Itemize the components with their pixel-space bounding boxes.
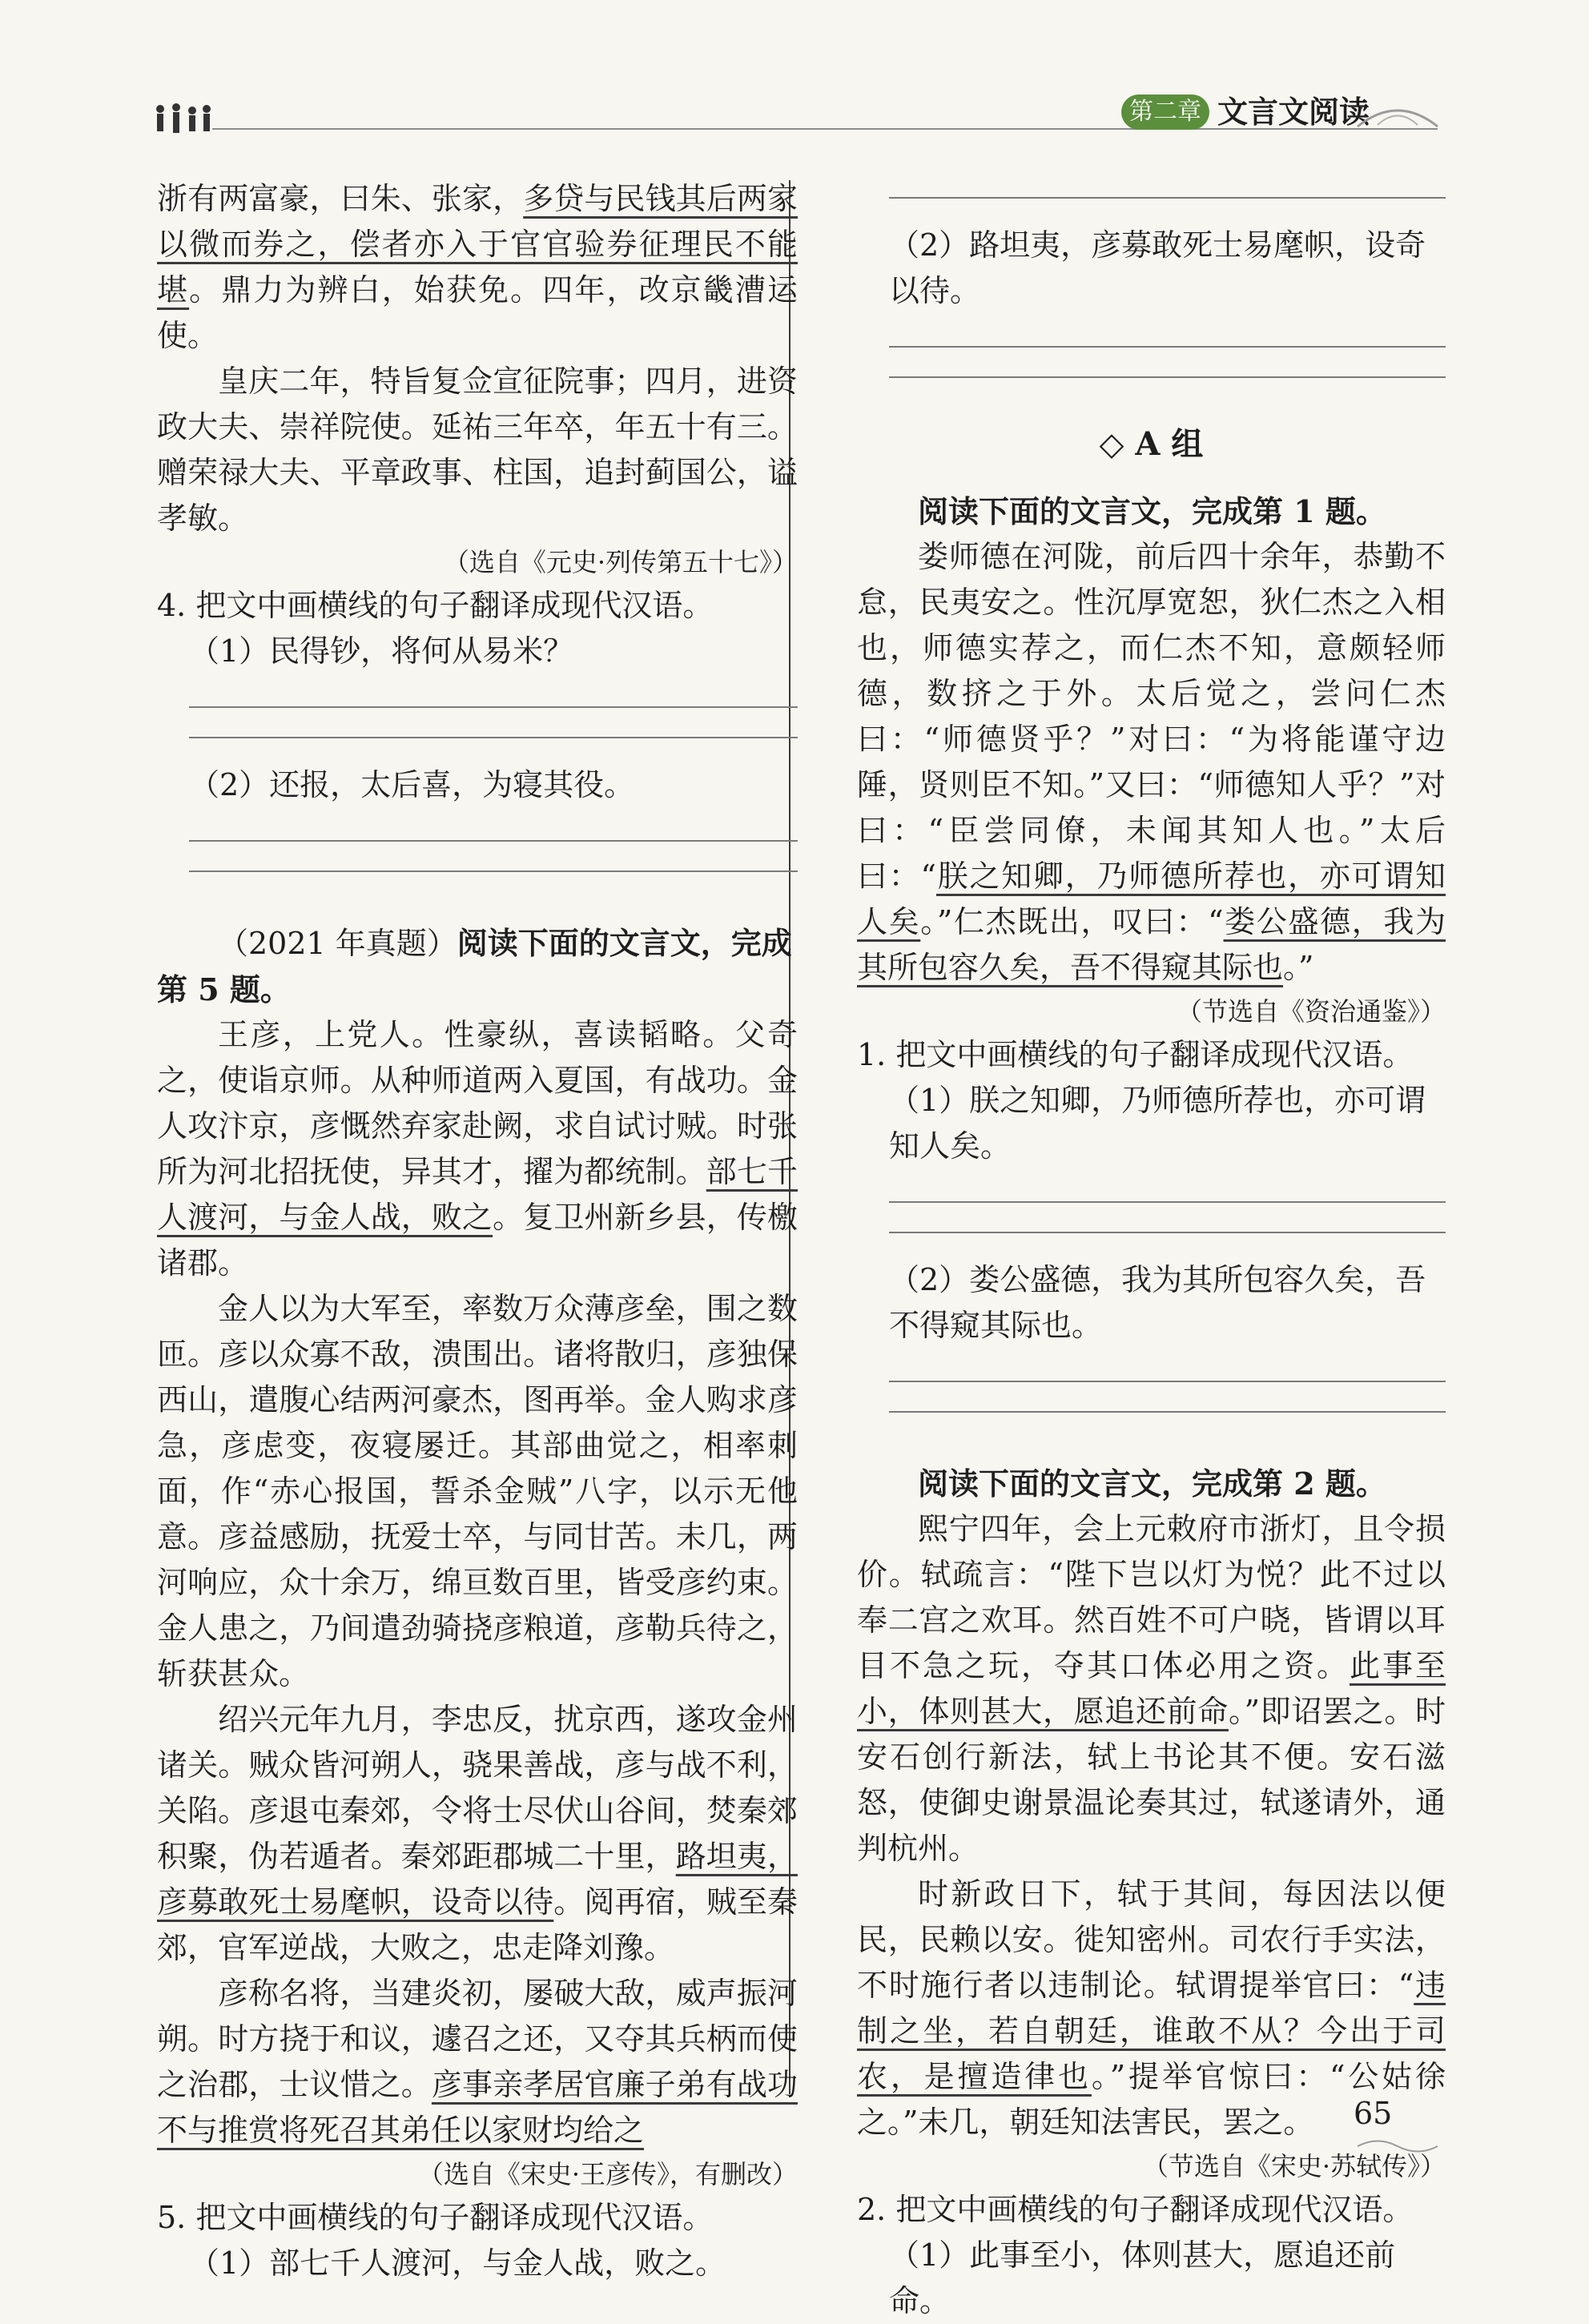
answer-line[interactable]: [889, 346, 1446, 348]
question-1-2: （2）娄公盛德，我为其所包容久矣，吾不得窥其际也。: [889, 1262, 1426, 1343]
passage-paragraph: 浙有两富豪，曰朱、张家，多贷与民钱其后两家以微而券之，偿者亦入于官官验券征理民不能堪。鼎力为辨白，始获免。四年，改京畿漕运使。: [157, 181, 798, 353]
source-citation: （节选自《资治通鉴》）: [1176, 996, 1446, 1027]
group-title: ◇ A 组: [1099, 425, 1204, 463]
source-citation: （选自《宋史·王彦传》，有删改）: [417, 2159, 798, 2189]
source-citation: （选自《元史·列传第五十七》）: [443, 547, 798, 577]
answer-line[interactable]: [189, 737, 798, 738]
underlined-sentence: 违制之坐，若自朝廷，谁敢不从？今出于司农，是擅造律也: [857, 1968, 1446, 2094]
answer-line[interactable]: [189, 840, 798, 842]
underlined-sentence: 此事至小，体则甚大，愿追还前命: [857, 1648, 1446, 1729]
question-4-1: （1）民得钞，将何从易米？: [189, 633, 574, 669]
question-2-1: （1）此事至小，体则甚大，愿追还前命。: [889, 2238, 1396, 2318]
underlined-sentence: 娄公盛德，我为其所包容久矣，吾不得窥其际也: [857, 904, 1446, 985]
section-heading: 阅读下面的文言文，完成第 2 题。: [918, 1466, 1386, 1502]
question-4: 4. 把文中画横线的句子翻译成现代汉语。: [157, 588, 714, 623]
answer-line[interactable]: [889, 197, 1446, 199]
underlined-sentence: 部七千人渡河，与金人战，败之: [157, 1154, 798, 1235]
underlined-sentence: 路坦夷，彦募敢死士易麾帜，设奇以待: [157, 1839, 798, 1920]
chapter-badge: 第二章: [1121, 94, 1209, 130]
answer-line[interactable]: [889, 1381, 1446, 1382]
answer-lines: [157, 706, 798, 738]
left-column: [157, 176, 798, 2286]
page-header: [0, 0, 1589, 160]
question-4-2: （2）还报，太后喜，为寝其役。: [189, 767, 635, 802]
answer-line[interactable]: [889, 1232, 1446, 1233]
answer-line[interactable]: [889, 376, 1446, 378]
leaf-ornament-icon: [1354, 94, 1442, 135]
answer-line[interactable]: [189, 706, 798, 708]
passage-paragraph: 王彦，上党人。性豪纵，喜读韬略。父奇之，使诣京师。从种师道两入夏国，有战功。金人攻汴京，彦慨然弃家赴阙，求自试讨贼。时张所为河北招抚使，异其才，擢为都统制。部七千人渡河，与金人战，败之。复卫州新乡县，传檄诸郡。: [157, 1017, 798, 1281]
underlined-sentence: 朕之知卿，乃师德所荐也，亦可谓知人矣: [857, 858, 1446, 939]
passage-paragraph: 皇庆二年，特旨复佥宣征院事；四月，进资政大夫、崇祥院使。延祐三年卒，年五十有三。赠荣禄大夫、平章政事、柱国，追封蓟国公，谥孝敏。: [157, 364, 798, 536]
page-number: 65: [1354, 2096, 1393, 2131]
section-heading: （2021 年真题）阅读下面的文言文，完成第 5 题。: [157, 925, 792, 1007]
underlined-sentence: 多贷与民钱其后两家以微而券之，偿者亦入于官官验券征理民不能堪: [157, 181, 798, 308]
section-heading: 阅读下面的文言文，完成第 1 题。: [918, 493, 1386, 529]
question-5-1: （1）部七千人渡河，与金人战，败之。: [189, 2246, 726, 2281]
passage-paragraph: 金人以为大军至，率数万众薄彦垒，围之数匝。彦以众寡不敌，溃围出。诸将散归，彦独保西山，遣腹心结两河豪杰，图再举。金人购求彦急，彦虑变，夜寝屡迁。其部曲觉之，相率刺面，作“赤心报国，誓杀金贼”八字，以示无他意。彦益感励，抚爱士卒，与同甘苦。未几，两河响应，众十余万，绵亘数百里，皆受彦约束。金人患之，乃间遣劲骑挠彦粮道，彦勒兵待之，斩获甚众。: [157, 1291, 798, 1691]
passage-paragraph: 娄师德在河陇，前后四十余年，恭勤不怠，民夷安之。性沉厚宽恕，狄仁杰之入相也，师德实荐之，而仁杰不知，意颇轻师德，数挤之于外。太后觉之，尝问仁杰曰：“师德贤乎？”对曰：“为将能谨守边陲，贤则臣不知。”又曰：“师德知人乎？”对曰：“臣尝同僚，未闻其知人也。”太后曰：“朕之知卿，乃师德所荐也，亦可谓知人矣。”仁杰既出，叹曰：“娄公盛德，我为其所包容久矣，吾不得窥其际也。”: [857, 539, 1446, 985]
answer-lines: [857, 1201, 1446, 1233]
answer-lines: [857, 346, 1446, 378]
passage-paragraph: 时新政日下，轼于其间，每因法以便民，民赖以安。徙知密州。司农行手实法，不时施行者以违制论。轼谓提举官曰：“违制之坐，若自朝廷，谁敢不从？今出于司农，是擅造律也。”提举官惊曰：“公姑徐之。”未几，朝廷知法害民，罢之。: [857, 1876, 1446, 2140]
question-5: 5. 把文中画横线的句子翻译成现代汉语。: [157, 2200, 714, 2235]
question-5-2: （2）路坦夷，彦募敢死士易麾帜，设奇以待。: [889, 227, 1426, 308]
source-citation: （节选自《宋史·苏轼传》）: [1142, 2151, 1446, 2181]
answer-line[interactable]: [189, 870, 798, 872]
question-2: 2. 把文中画横线的句子翻译成现代汉语。: [857, 2192, 1414, 2227]
answer-lines: [857, 1381, 1446, 1413]
footer-ornament-icon: [1354, 2134, 1442, 2158]
passage-paragraph: 彦称名将，当建炎初，屡破大敌，威声振河朔。时方挠于和议，遽召之还，又夺其兵柄而使之治郡，士议惜之。彦事亲孝居官廉子弟有战功不与推赏将死召其弟任以家财均给之: [157, 1976, 798, 2148]
answer-lines: [157, 840, 798, 872]
underlined-sentence: 彦事亲孝居官廉子弟有战功不与推赏将死召其弟任以家财均给之: [157, 2067, 798, 2148]
answer-lines: [857, 197, 1446, 199]
right-column: [857, 176, 1446, 2324]
passage-paragraph: 绍兴元年九月，李忠反，扰京西，遂攻金州诸关。贼众皆河朔人，骁果善战，彦与战不利，关陷。彦退屯秦郊，令将士尽伏山谷间，焚秦郊积聚，伪若遁者。秦郊距郡城二十里，路坦夷，彦募敢死士易麾帜，设奇以待。阅再宿，贼至秦郊，官军逆战，大败之，忠走降刘豫。: [157, 1702, 798, 1965]
answer-line[interactable]: [889, 1201, 1446, 1203]
question-1-1: （1）朕之知卿，乃师德所荐也，亦可谓知人矣。: [889, 1083, 1426, 1164]
running-figures-icon: [152, 103, 216, 143]
passage-paragraph: 熙宁四年，会上元敕府市浙灯，且令损价。轼疏言：“陛下岂以灯为悦？此不过以奉二宫之欢耳。然百姓不可户晓，皆谓以耳目不急之玩，夺其口体必用之资。此事至小，体则甚大，愿追还前命。”即诏罢之。时安石创行新法，轼上书论其不便。安石滋怒，使御史谢景温论奏其过，轼遂请外，通判杭州。: [857, 1511, 1446, 1866]
chapter-title: 文言文阅读: [1217, 94, 1370, 130]
question-1: 1. 把文中画横线的句子翻译成现代汉语。: [857, 1037, 1414, 1072]
answer-line[interactable]: [889, 1411, 1446, 1413]
